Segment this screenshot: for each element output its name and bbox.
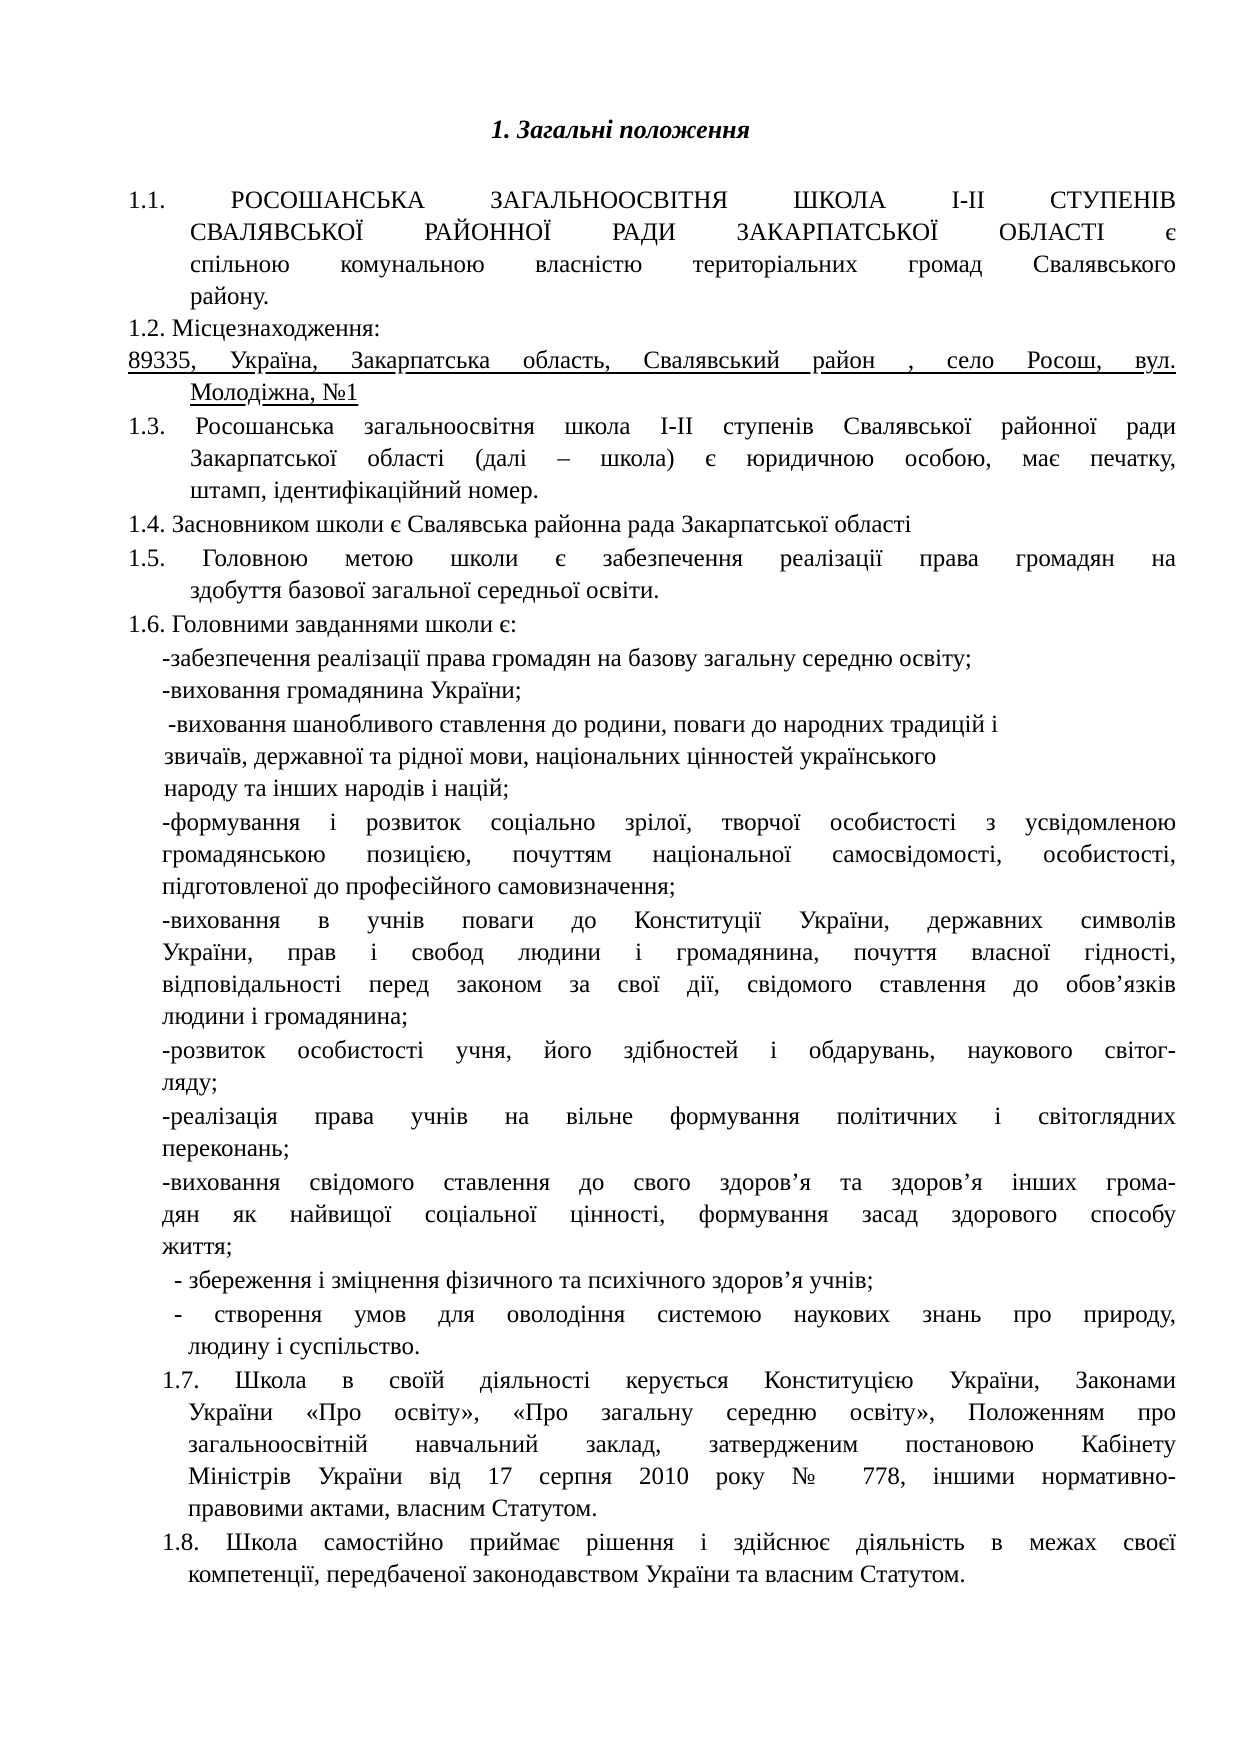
- text-line: 1.5. Головною метою школи є забезпечення реалізації права громадян на: [128, 545, 1176, 572]
- text-line: народу та інших народів і націй;: [164, 775, 510, 802]
- text-line: України, прав і свобод людини і громадянина, почуття власної гідності,: [162, 939, 1176, 966]
- text-line: відповідальності перед законом за свої дії, свідомого ставлення до обов’язків: [162, 971, 1176, 998]
- text-line: 1.2. Місцезнаходження:: [128, 315, 381, 342]
- text-line: -виховання в учнів поваги до Конституції України, державних символів: [162, 907, 1176, 934]
- text-line: штамп, ідентифікаційний номер.: [190, 477, 539, 504]
- text-line: - створення умов для оволодіння системою наукових знань про природу,: [174, 1301, 1176, 1328]
- text-line: загальноосвітній навчальний заклад, затвердженим постановою Кабінету: [188, 1431, 1176, 1458]
- text-line: людини і громадянина;: [162, 1003, 409, 1030]
- text-line: звичаїв, державної та рідної мови, національних цінностей українського: [164, 743, 937, 770]
- text-line: 1.3. Росошанська загальноосвітня школа І-ІІ ступенів Свалявської районної ради: [128, 413, 1176, 440]
- text-line: -забезпечення реалізації права громадян на базову загальну середню освіту;: [162, 645, 972, 672]
- text-line: 89335, Україна, Закарпатська область, Свалявський район , село Росош, вул.: [128, 347, 1176, 374]
- text-line: ляду;: [162, 1069, 218, 1096]
- text-line: - збереження і зміцнення фізичного та психічного здоров’я учнів;: [174, 1267, 874, 1294]
- text-line: здобуття базової загальної середньої освіти.: [190, 577, 660, 604]
- text-line: Молодіжна, №1: [190, 379, 359, 406]
- text-line: спільною комунальною власністю територіальних громад Свалявського: [190, 251, 1176, 278]
- text-line: життя;: [162, 1233, 233, 1260]
- text-line: переконань;: [162, 1135, 290, 1162]
- text-line: -формування і розвиток соціально зрілої, творчої особистості з усвідомленою: [162, 809, 1176, 836]
- text-line: Закарпатської області (далі – школа) є юридичною особою, має печатку,: [190, 445, 1176, 472]
- text-line: правовими актами, власним Статутом.: [188, 1495, 598, 1522]
- text-line: -виховання шанобливого ставлення до родини, поваги до народних традицій і: [168, 711, 999, 738]
- text-line: -розвиток особистості учня, його здібностей і обдарувань, наукового світог-: [162, 1037, 1176, 1064]
- text-line: 1.1. РОСОШАНСЬКА ЗАГАЛЬНООСВІТНЯ ШКОЛА І-ІІ СТУПЕНІВ: [128, 187, 1176, 214]
- text-line: компетенції, передбаченої законодавством України та власним Статутом.: [188, 1561, 966, 1588]
- text-line: Міністрів України від 17 серпня 2010 року № 778, іншими нормативно-: [188, 1463, 1176, 1490]
- text-line: України «Про освіту», «Про загальну середню освіту», Положенням про: [188, 1399, 1176, 1426]
- text-line: -реалізація права учнів на вільне формування політичних і світоглядних: [162, 1103, 1176, 1130]
- section-title: 1. Загальні положення: [491, 115, 750, 144]
- text-line: СВАЛЯВСЬКОЇ РАЙОННОЇ РАДИ ЗАКАРПАТСЬКОЇ ОБЛАСТІ є: [190, 219, 1176, 246]
- text-line: підготовленої до професійного самовизначення;: [162, 873, 676, 900]
- text-line: 1.7. Школа в своїй діяльності керується Конституцією України, Законами: [162, 1367, 1176, 1394]
- text-line: 1.8. Школа самостійно приймає рішення і здійснює діяльність в межах своєї: [162, 1529, 1176, 1556]
- text-line: -виховання громадянина України;: [162, 677, 522, 704]
- text-line: 1.4. Засновником школи є Свалявська районна рада Закарпатської області: [128, 511, 912, 538]
- text-line: 1.6. Головними завданнями школи є:: [128, 611, 517, 638]
- text-line: дян як найвищої соціальної цінності, формування засад здорового способу: [162, 1201, 1176, 1228]
- text-line: -виховання свідомого ставлення до свого здоров’я та здоров’я інших грома-: [162, 1169, 1176, 1196]
- text-line: громадянською позицією, почуттям національної самосвідомості, особистості,: [162, 841, 1176, 868]
- text-line: людину і суспільство.: [188, 1333, 421, 1360]
- text-line: району.: [190, 283, 270, 310]
